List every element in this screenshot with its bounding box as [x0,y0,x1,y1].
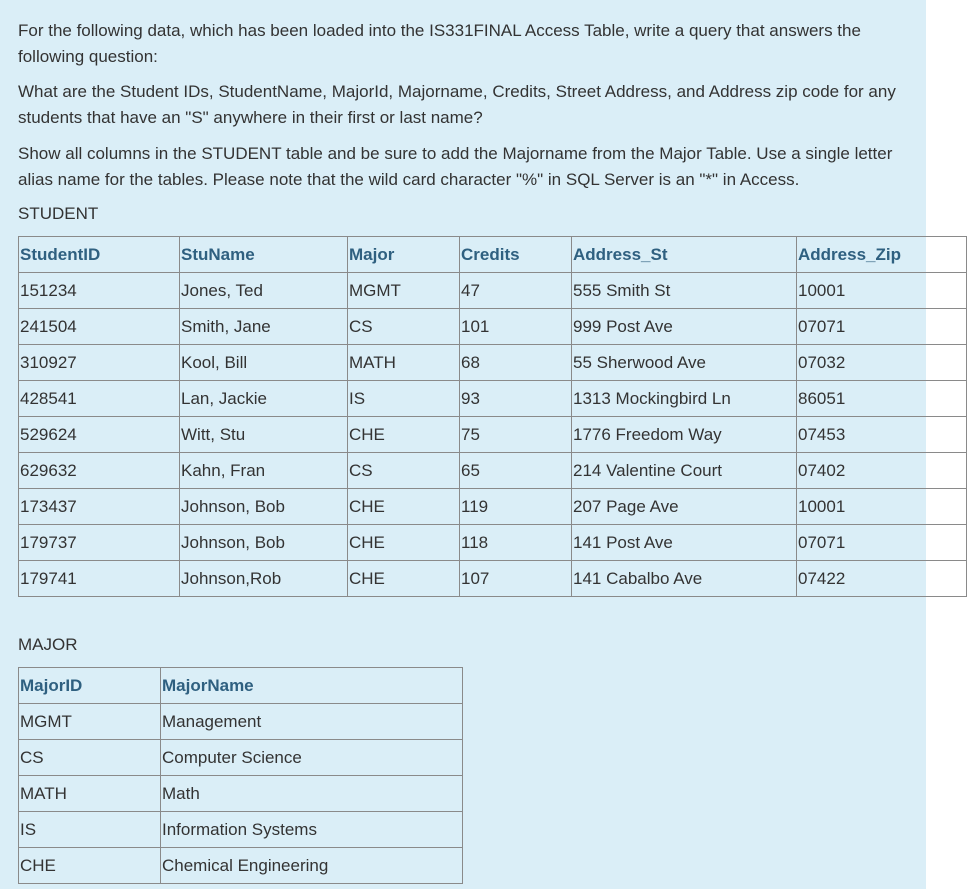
table-cell: CHE [19,848,161,884]
major-header-row [19,668,463,704]
student-table [18,236,967,597]
table-cell: Kool, Bill [180,345,348,381]
table-cell: 55 Sherwood Ave [572,345,797,381]
table-cell: 07032 [797,345,967,381]
student-header-row [19,237,967,273]
table-cell: 179737 [19,525,180,561]
table-cell: 141 Post Ave [572,525,797,561]
column-header: Credits [460,237,572,273]
column-header: MajorName [161,668,463,704]
table-row [19,345,967,381]
table-row [19,740,463,776]
table-cell: 10001 [797,273,967,309]
table-row [19,776,463,812]
table-cell: Jones, Ted [180,273,348,309]
table-cell: 179741 [19,561,180,597]
major-table [18,667,463,884]
table-cell: 119 [460,489,572,525]
table-cell: Computer Science [161,740,463,776]
table-cell: MATH [19,776,161,812]
table-cell: 555 Smith St [572,273,797,309]
table-cell: 93 [460,381,572,417]
table-cell: Chemical Engineering [161,848,463,884]
table-cell: 1776 Freedom Way [572,417,797,453]
table-cell: CHE [348,417,460,453]
table-cell: 86051 [797,381,967,417]
table-row [19,453,967,489]
table-cell: Witt, Stu [180,417,348,453]
table-row [19,489,967,525]
table-cell: CHE [348,489,460,525]
table-row [19,381,967,417]
table-cell: Kahn, Fran [180,453,348,489]
table-cell: CS [348,309,460,345]
column-header: StudentID [19,237,180,273]
table-cell: 68 [460,345,572,381]
table-cell: Management [161,704,463,740]
table-cell: 141 Cabalbo Ave [572,561,797,597]
column-header: StuName [180,237,348,273]
table-cell: 75 [460,417,572,453]
table-cell: 529624 [19,417,180,453]
table-cell: 07071 [797,309,967,345]
table-cell: CS [19,740,161,776]
table-cell: 173437 [19,489,180,525]
column-header: Major [348,237,460,273]
question-ask: What are the Student IDs, StudentName, MajorId, Majorname, Credits, Street Address, and Address zip code for any students that have an "S" anywhere in their first or last name? [18,82,896,127]
table-cell: IS [348,381,460,417]
table-cell: 101 [460,309,572,345]
table-cell: 07071 [797,525,967,561]
table-cell: 47 [460,273,572,309]
table-cell: 310927 [19,345,180,381]
table-cell: MGMT [19,704,161,740]
table-cell: CHE [348,561,460,597]
table-cell: Johnson, Bob [180,489,348,525]
table-cell: Information Systems [161,812,463,848]
table-cell: CHE [348,525,460,561]
table-row [19,848,463,884]
table-cell: MGMT [348,273,460,309]
table-row [19,704,463,740]
table-row [19,273,967,309]
column-header: Address_St [572,237,797,273]
student-table-title: STUDENT [18,204,99,223]
table-cell: 214 Valentine Court [572,453,797,489]
table-cell: 07453 [797,417,967,453]
table-cell: Math [161,776,463,812]
question-instructions: Show all columns in the STUDENT table and be sure to add the Majorname from the Major Table. Use a single letter alias name for the tables. Please note that the wild card character "%" in SQL Server is an "*" in Access. [18,144,893,189]
table-cell: IS [19,812,161,848]
table-cell: CS [348,453,460,489]
table-row [19,812,463,848]
table-cell: 629632 [19,453,180,489]
table-cell: 241504 [19,309,180,345]
table-cell: 10001 [797,489,967,525]
table-cell: Johnson, Bob [180,525,348,561]
table-cell: MATH [348,345,460,381]
table-cell: 999 Post Ave [572,309,797,345]
major-table-title: MAJOR [18,635,78,654]
table-cell: 118 [460,525,572,561]
table-cell: 151234 [19,273,180,309]
table-cell: 07402 [797,453,967,489]
table-row [19,525,967,561]
table-cell: Lan, Jackie [180,381,348,417]
table-row [19,417,967,453]
table-cell: Johnson,Rob [180,561,348,597]
column-header: MajorID [19,668,161,704]
question-intro: For the following data, which has been loaded into the IS331FINAL Access Table, write a query that answers the following question: [18,21,861,66]
table-row [19,561,967,597]
table-cell: Smith, Jane [180,309,348,345]
table-cell: 107 [460,561,572,597]
table-cell: 65 [460,453,572,489]
table-cell: 07422 [797,561,967,597]
table-cell: 207 Page Ave [572,489,797,525]
table-cell: 428541 [19,381,180,417]
table-cell: 1313 Mockingbird Ln [572,381,797,417]
column-header: Address_Zip [797,237,967,273]
table-row [19,309,967,345]
